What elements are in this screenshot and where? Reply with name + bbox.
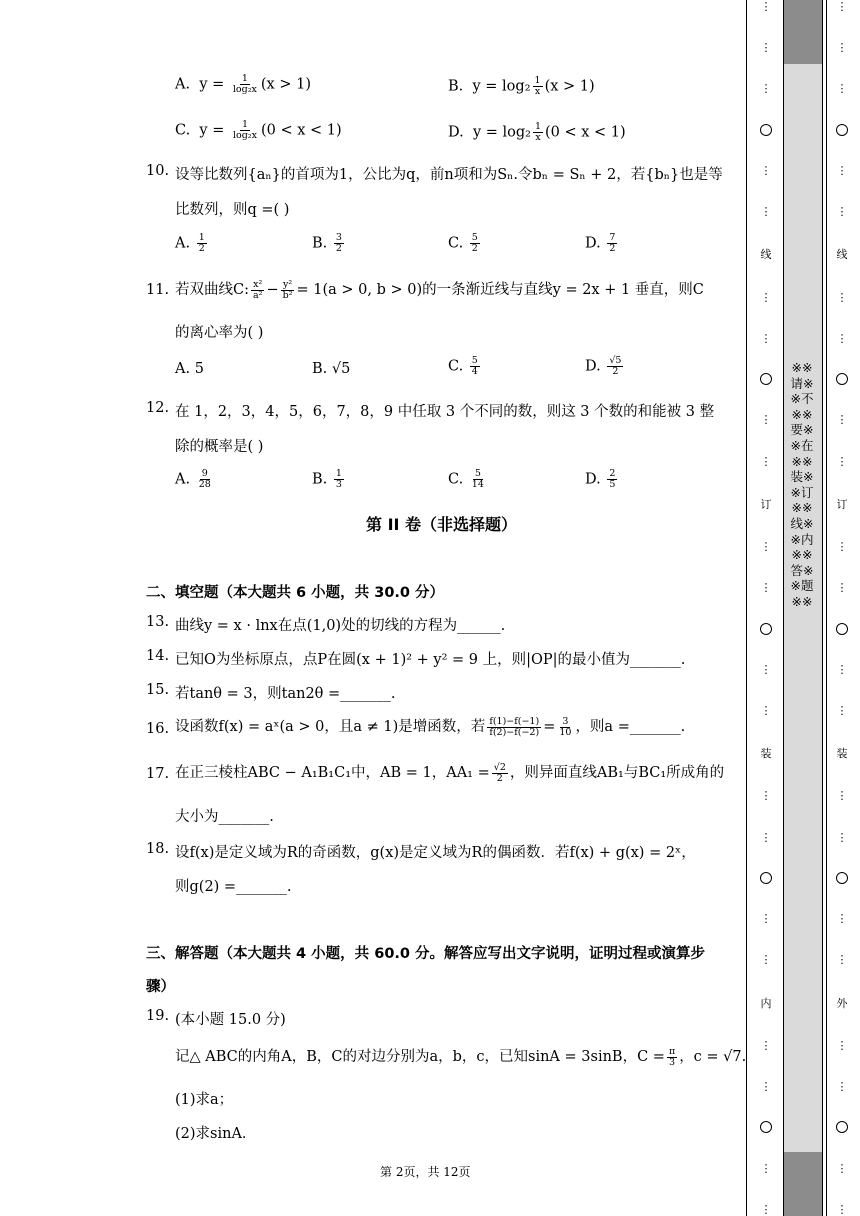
q9-option-d: D. y = log₂ $\frac{1}{x}$ (0 < x < 1) [448, 121, 626, 143]
binding-border-left [746, 0, 747, 1216]
binding-inner-zhuang: 装 [760, 747, 772, 761]
section2-title: 第 II 卷（非选择题） [366, 515, 518, 534]
binding-outer-wai: 外 [836, 996, 848, 1010]
q12-number: 12. [146, 400, 170, 416]
q12-option-c: C. $\frac{5}{14}$ [448, 468, 484, 490]
q10-number: 10. [146, 163, 170, 179]
q11-number: 11. [146, 282, 170, 298]
q14-number: 14. [146, 648, 170, 664]
q15-number: 15. [146, 682, 170, 698]
q16-number: 16. [146, 721, 170, 737]
section3-heading-line1: 三、解答题（本大题共 4 小题，共 60.0 分。解答应写出文字说明，证明过程或演算步 [146, 946, 706, 962]
circle-mark [760, 124, 772, 136]
q19-stem: 记△ ABC的内角A，B，C的对边分别为a，b，c，已知sinA = 3sinB，C = $\frac{\pi}{3}$ ，c = √7. [175, 1045, 747, 1068]
binding-outer-ding: 订 [836, 497, 848, 511]
q9-option-a: A. y = $\frac{1}{\text{log₂x}}$ (x > 1) [175, 73, 311, 95]
q13-number: 13. [146, 614, 170, 630]
binding-outer-zhuang: 装 [836, 747, 848, 761]
q17-number: 17. [146, 766, 170, 782]
binding-outer-dotted-line: ⋮ ⋮ ⋮ ⋮ ⋮ 线 ⋮ ⋮ ⋮ ⋮ 订 ⋮ ⋮ ⋮ ⋮ 装 ⋮ ⋮ ⋮ ⋮ 外 ⋮ ⋮ ⋮ ⋮ [836, 0, 848, 1216]
q10-option-d: D. $\frac{7}{2}$ [585, 232, 616, 254]
circle-mark [836, 872, 848, 884]
q9-option-c: C. y = $\frac{1}{\text{log₂x}}$ (0 < x < 1) [175, 119, 342, 141]
q10-stem-line2: 比数列，则q =( ) [175, 202, 290, 218]
q10-option-a: A. $\frac{1}{2}$ [175, 232, 205, 254]
q15-text: 若tanθ = 3，则tan2θ =_______. [175, 686, 396, 702]
q18-stem-line2: 则g(2) =_______. [175, 879, 292, 895]
q9-option-b: B. y = log₂ $\frac{1}{x}$ (x > 1) [448, 75, 595, 97]
circle-mark [836, 623, 848, 635]
section3-heading-line2: 骤） [146, 979, 175, 995]
q18-number: 18. [146, 841, 170, 857]
circle-mark [836, 124, 848, 136]
q12-option-a: A. $\frac{9}{28}$ [175, 468, 211, 490]
circle-mark [760, 373, 772, 385]
q11-option-a: A. 5 [175, 361, 204, 377]
q13-text: 曲线y = x · lnx在点(1,0)处的切线的方程为______. [175, 618, 506, 634]
page-footer: 第 2页，共 12页 [380, 1165, 471, 1179]
q17-stem-line1: 在正三棱柱ABC − A₁B₁C₁中，AB = 1，AA₁ = $\frac{√2}{2}$ ，则异面直线AB₁与BC₁所成角的 [175, 761, 725, 784]
binding-inner-dotted-line: ⋮ ⋮ ⋮ ⋮ ⋮ 线 ⋮ ⋮ ⋮ ⋮ 订 ⋮ ⋮ ⋮ ⋮ 装 ⋮ ⋮ ⋮ ⋮ 内 ⋮ ⋮ ⋮ ⋮ [760, 0, 772, 1216]
q10-option-b: B. $\frac{3}{2}$ [312, 232, 342, 254]
q19-number: 19. [146, 1008, 170, 1024]
q11-stem-line1: 若双曲线C: $\frac{\text{x²}}{\text{a²}}$ − $\frac{\text{y²}}{\text{b²}}$ = 1(a > 0, b > 0)的一条渐近线与直线y = 2x + 1 垂直，则C [175, 278, 704, 301]
binding-inner-nei: 内 [760, 996, 772, 1010]
q12-option-d: D. $\frac{2}{5}$ [585, 468, 616, 490]
q16-text: 设函数f(x) = aˣ(a > 0，且a ≠ 1)是增函数，若 $\frac{f(1)-f(-1)}{f(2)-f(-2)}$ = $\frac{3}{10}$ ，则a =_______. [175, 715, 686, 738]
q12-stem-line2: 除的概率是( ) [175, 439, 264, 455]
q12-option-b: B. $\frac{1}{3}$ [312, 468, 342, 490]
circle-mark [836, 373, 848, 385]
binding-dark-block-bottom [783, 1152, 823, 1216]
q19-part2: (2)求sinA． [175, 1126, 257, 1142]
binding-dark-block-top [783, 0, 823, 64]
circle-mark [836, 1121, 848, 1133]
q19-score: (本小题 15.0 分) [175, 1012, 286, 1028]
binding-warning-text: ※※请※※不※※要※※在※※装※※订※※线※※内※※答※※题※※ [790, 360, 814, 609]
circle-mark [760, 623, 772, 635]
q18-stem-line1: 设f(x)是定义域为R的奇函数，g(x)是定义域为R的偶函数．若f(x) + g(x) = 2ˣ， [175, 845, 696, 861]
binding-outer-xian: 线 [836, 248, 848, 262]
q19-part1: (1)求a； [175, 1092, 234, 1108]
binding-inner-ding: 订 [760, 497, 772, 511]
q11-stem-line2: 的离心率为( ) [175, 325, 264, 341]
binding-inner-xian: 线 [760, 248, 772, 262]
circle-mark [760, 1121, 772, 1133]
q11-option-b: B. √5 [312, 361, 351, 377]
section2-heading: 二、填空题（本大题共 6 小题，共 30.0 分） [146, 585, 445, 601]
circle-mark [760, 872, 772, 884]
q10-option-c: C. $\frac{5}{2}$ [448, 232, 478, 254]
binding-border-right [826, 0, 827, 1216]
q11-option-d: D. $\frac{√5}{2}$ [585, 355, 622, 377]
q11-option-c: C. $\frac{5}{4}$ [448, 355, 478, 377]
q17-stem-line2: 大小为_______. [175, 809, 274, 825]
q10-stem-line1: 设等比数列{aₙ}的首项为1，公比为q，前n项和为Sₙ.令bₙ = Sₙ + 2，若{bₙ}也是等 [175, 167, 723, 183]
q14-text: 已知O为坐标原点，点P在圆(x + 1)² + y² = 9 上，则|OP|的最小值为_______. [175, 652, 686, 668]
q12-stem-line1: 在 1，2，3，4，5，6，7，8，9 中任取 3 个不同的数，则这 3 个数的和能被 3 整 [175, 404, 715, 420]
